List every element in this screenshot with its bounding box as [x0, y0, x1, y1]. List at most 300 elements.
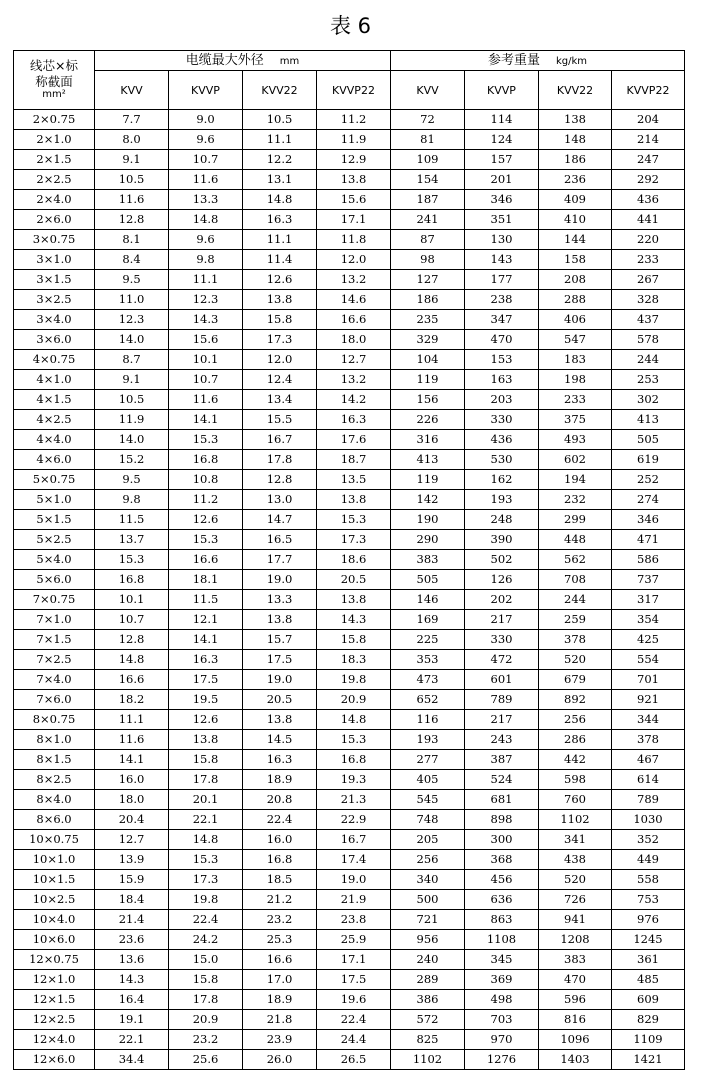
value-cell: 12.1 [169, 610, 243, 630]
value-cell: 10.8 [169, 470, 243, 490]
value-cell: 789 [465, 690, 539, 710]
spec-cell: 7×2.5 [14, 650, 95, 670]
value-cell: 19.8 [169, 890, 243, 910]
value-cell: 24.2 [169, 930, 243, 950]
value-cell: 1096 [539, 1030, 612, 1050]
value-cell: 17.0 [243, 970, 317, 990]
value-cell: 17.3 [317, 530, 391, 550]
value-cell: 13.6 [95, 950, 169, 970]
value-cell: 12.6 [243, 270, 317, 290]
value-cell: 15.3 [169, 530, 243, 550]
value-cell: 23.9 [243, 1030, 317, 1050]
value-cell: 18.5 [243, 870, 317, 890]
value-cell: 15.3 [317, 510, 391, 530]
value-cell: 10.7 [169, 370, 243, 390]
value-cell: 17.1 [317, 950, 391, 970]
value-cell: 225 [391, 630, 465, 650]
value-cell: 330 [465, 410, 539, 430]
table-row [14, 370, 685, 390]
group-header-weight [391, 51, 685, 71]
value-cell: 23.2 [169, 1030, 243, 1050]
corner-header-line1: 线芯×标 [30, 58, 78, 74]
value-cell: 9.1 [95, 370, 169, 390]
value-cell: 829 [612, 1010, 685, 1030]
value-cell: 346 [465, 190, 539, 210]
value-cell: 15.8 [169, 750, 243, 770]
value-cell: 143 [465, 250, 539, 270]
value-cell: 238 [465, 290, 539, 310]
table-row [14, 910, 685, 930]
value-cell: 292 [612, 170, 685, 190]
table-row [14, 430, 685, 450]
value-cell: 941 [539, 910, 612, 930]
value-cell: 383 [391, 550, 465, 570]
value-cell: 23.6 [95, 930, 169, 950]
spec-cell: 8×0.75 [14, 710, 95, 730]
value-cell: 8.7 [95, 350, 169, 370]
spec-cell: 12×6.0 [14, 1050, 95, 1070]
value-cell: 609 [612, 990, 685, 1010]
value-cell: 19.3 [317, 770, 391, 790]
value-cell: 21.4 [95, 910, 169, 930]
value-cell: 12.8 [95, 630, 169, 650]
value-cell: 387 [465, 750, 539, 770]
value-cell: 703 [465, 1010, 539, 1030]
spec-cell: 10×1.5 [14, 870, 95, 890]
value-cell: 247 [612, 150, 685, 170]
value-cell: 436 [465, 430, 539, 450]
value-cell: 14.2 [317, 390, 391, 410]
value-cell: 1421 [612, 1050, 685, 1070]
value-cell: 347 [465, 310, 539, 330]
value-cell: 378 [539, 630, 612, 650]
value-cell: 16.5 [243, 530, 317, 550]
value-cell: 8.0 [95, 130, 169, 150]
value-cell: 18.9 [243, 770, 317, 790]
spec-cell: 12×2.5 [14, 1010, 95, 1030]
value-cell: 330 [465, 630, 539, 650]
value-cell: 20.9 [169, 1010, 243, 1030]
value-cell: 15.2 [95, 450, 169, 470]
column-header-weight-4: KVVP22 [612, 71, 685, 110]
table-row [14, 990, 685, 1010]
value-cell: 547 [539, 330, 612, 350]
value-cell: 19.0 [317, 870, 391, 890]
value-cell: 1403 [539, 1050, 612, 1070]
value-cell: 498 [465, 990, 539, 1010]
value-cell: 286 [539, 730, 612, 750]
value-cell: 17.5 [169, 670, 243, 690]
value-cell: 21.8 [243, 1010, 317, 1030]
spec-cell: 12×4.0 [14, 1030, 95, 1050]
value-cell: 341 [539, 830, 612, 850]
value-cell: 19.8 [317, 670, 391, 690]
value-cell: 259 [539, 610, 612, 630]
value-cell: 11.0 [95, 290, 169, 310]
value-cell: 9.0 [169, 110, 243, 130]
value-cell: 217 [465, 610, 539, 630]
value-cell: 369 [465, 970, 539, 990]
value-cell: 15.8 [169, 970, 243, 990]
value-cell: 340 [391, 870, 465, 890]
value-cell: 15.6 [317, 190, 391, 210]
table-row [14, 850, 685, 870]
value-cell: 681 [465, 790, 539, 810]
value-cell: 409 [539, 190, 612, 210]
value-cell: 236 [539, 170, 612, 190]
value-cell: 12.0 [243, 350, 317, 370]
value-cell: 467 [612, 750, 685, 770]
value-cell: 13.8 [317, 590, 391, 610]
value-cell: 12.2 [243, 150, 317, 170]
table-row [14, 690, 685, 710]
value-cell: 13.3 [243, 590, 317, 610]
value-cell: 87 [391, 230, 465, 250]
value-cell: 11.1 [169, 270, 243, 290]
value-cell: 11.9 [95, 410, 169, 430]
value-cell: 13.0 [243, 490, 317, 510]
value-cell: 16.6 [243, 950, 317, 970]
spec-cell: 12×0.75 [14, 950, 95, 970]
value-cell: 23.8 [317, 910, 391, 930]
value-cell: 816 [539, 1010, 612, 1030]
value-cell: 8.1 [95, 230, 169, 250]
value-cell: 353 [391, 650, 465, 670]
value-cell: 578 [612, 330, 685, 350]
spec-cell: 7×0.75 [14, 590, 95, 610]
table-row [14, 390, 685, 410]
spec-cell: 10×2.5 [14, 890, 95, 910]
value-cell: 329 [391, 330, 465, 350]
value-cell: 10.1 [95, 590, 169, 610]
value-cell: 1102 [539, 810, 612, 830]
subheader-row [14, 71, 685, 110]
value-cell: 20.9 [317, 690, 391, 710]
value-cell: 13.5 [317, 470, 391, 490]
value-cell: 144 [539, 230, 612, 250]
value-cell: 20.4 [95, 810, 169, 830]
value-cell: 11.5 [95, 510, 169, 530]
value-cell: 26.5 [317, 1050, 391, 1070]
column-header-diameter-3: KVV22 [243, 71, 317, 110]
value-cell: 485 [612, 970, 685, 990]
spec-cell: 5×0.75 [14, 470, 95, 490]
table-row [14, 1050, 685, 1070]
value-cell: 530 [465, 450, 539, 470]
value-cell: 116 [391, 710, 465, 730]
value-cell: 186 [539, 150, 612, 170]
table-row [14, 450, 685, 470]
value-cell: 9.5 [95, 270, 169, 290]
value-cell: 169 [391, 610, 465, 630]
spec-cell: 12×1.0 [14, 970, 95, 990]
value-cell: 410 [539, 210, 612, 230]
value-cell: 13.8 [243, 710, 317, 730]
value-cell: 130 [465, 230, 539, 250]
value-cell: 288 [539, 290, 612, 310]
value-cell: 789 [612, 790, 685, 810]
value-cell: 233 [612, 250, 685, 270]
group-header-diameter-label: 电缆最大外径 [185, 53, 264, 68]
value-cell: 13.3 [169, 190, 243, 210]
value-cell: 12.8 [243, 470, 317, 490]
table-row [14, 1030, 685, 1050]
value-cell: 20.8 [243, 790, 317, 810]
value-cell: 378 [612, 730, 685, 750]
value-cell: 25.6 [169, 1050, 243, 1070]
value-cell: 701 [612, 670, 685, 690]
value-cell: 235 [391, 310, 465, 330]
value-cell: 256 [391, 850, 465, 870]
value-cell: 14.8 [169, 830, 243, 850]
spec-cell: 4×4.0 [14, 430, 95, 450]
value-cell: 19.5 [169, 690, 243, 710]
value-cell: 406 [539, 310, 612, 330]
value-cell: 11.6 [95, 190, 169, 210]
value-cell: 679 [539, 670, 612, 690]
column-header-weight-3: KVV22 [539, 71, 612, 110]
value-cell: 17.8 [169, 770, 243, 790]
value-cell: 13.7 [95, 530, 169, 550]
table-row [14, 730, 685, 750]
spec-cell: 4×0.75 [14, 350, 95, 370]
table-row [14, 530, 685, 550]
value-cell: 14.1 [95, 750, 169, 770]
spec-cell: 3×6.0 [14, 330, 95, 350]
value-cell: 413 [612, 410, 685, 430]
table-row [14, 750, 685, 770]
value-cell: 16.0 [95, 770, 169, 790]
value-cell: 545 [391, 790, 465, 810]
spec-cell: 3×0.75 [14, 230, 95, 250]
spec-cell: 8×4.0 [14, 790, 95, 810]
value-cell: 456 [465, 870, 539, 890]
cable-spec-table [13, 50, 685, 1070]
value-cell: 11.6 [169, 170, 243, 190]
value-cell: 554 [612, 650, 685, 670]
value-cell: 328 [612, 290, 685, 310]
value-cell: 9.6 [169, 130, 243, 150]
spec-cell: 3×2.5 [14, 290, 95, 310]
value-cell: 15.5 [243, 410, 317, 430]
value-cell: 368 [465, 850, 539, 870]
value-cell: 163 [465, 370, 539, 390]
value-cell: 11.6 [95, 730, 169, 750]
value-cell: 505 [391, 570, 465, 590]
value-cell: 748 [391, 810, 465, 830]
value-cell: 892 [539, 690, 612, 710]
spec-cell: 3×1.0 [14, 250, 95, 270]
table-row [14, 710, 685, 730]
value-cell: 586 [612, 550, 685, 570]
value-cell: 383 [539, 950, 612, 970]
spec-cell: 2×0.75 [14, 110, 95, 130]
value-cell: 602 [539, 450, 612, 470]
value-cell: 21.2 [243, 890, 317, 910]
value-cell: 15.8 [317, 630, 391, 650]
value-cell: 146 [391, 590, 465, 610]
value-cell: 16.3 [243, 750, 317, 770]
table-row [14, 970, 685, 990]
value-cell: 572 [391, 1010, 465, 1030]
spec-cell: 5×2.5 [14, 530, 95, 550]
value-cell: 316 [391, 430, 465, 450]
value-cell: 201 [465, 170, 539, 190]
value-cell: 232 [539, 490, 612, 510]
table-row [14, 550, 685, 570]
value-cell: 14.5 [243, 730, 317, 750]
value-cell: 11.4 [243, 250, 317, 270]
table-row [14, 790, 685, 810]
table-row [14, 870, 685, 890]
value-cell: 351 [465, 210, 539, 230]
value-cell: 24.4 [317, 1030, 391, 1050]
value-cell: 317 [612, 590, 685, 610]
value-cell: 970 [465, 1030, 539, 1050]
value-cell: 202 [465, 590, 539, 610]
value-cell: 16.8 [169, 450, 243, 470]
table-row [14, 190, 685, 210]
spec-cell: 12×1.5 [14, 990, 95, 1010]
value-cell: 15.6 [169, 330, 243, 350]
table-row [14, 590, 685, 610]
value-cell: 12.3 [95, 310, 169, 330]
value-cell: 1102 [391, 1050, 465, 1070]
value-cell: 205 [391, 830, 465, 850]
value-cell: 12.6 [169, 710, 243, 730]
value-cell: 21.3 [317, 790, 391, 810]
value-cell: 11.2 [169, 490, 243, 510]
value-cell: 23.2 [243, 910, 317, 930]
value-cell: 721 [391, 910, 465, 930]
value-cell: 471 [612, 530, 685, 550]
value-cell: 14.8 [169, 210, 243, 230]
corner-header-line2: 称截面 [35, 73, 73, 89]
value-cell: 1108 [465, 930, 539, 950]
value-cell: 470 [539, 970, 612, 990]
value-cell: 22.9 [317, 810, 391, 830]
value-cell: 14.8 [243, 190, 317, 210]
corner-header [14, 51, 95, 110]
value-cell: 208 [539, 270, 612, 290]
value-cell: 119 [391, 470, 465, 490]
value-cell: 15.7 [243, 630, 317, 650]
value-cell: 18.3 [317, 650, 391, 670]
value-cell: 17.5 [317, 970, 391, 990]
value-cell: 598 [539, 770, 612, 790]
value-cell: 17.4 [317, 850, 391, 870]
spec-cell: 4×1.0 [14, 370, 95, 390]
value-cell: 11.6 [169, 390, 243, 410]
value-cell: 156 [391, 390, 465, 410]
value-cell: 17.6 [317, 430, 391, 450]
table-row [14, 630, 685, 650]
value-cell: 240 [391, 950, 465, 970]
value-cell: 142 [391, 490, 465, 510]
value-cell: 10.7 [95, 610, 169, 630]
value-cell: 413 [391, 450, 465, 470]
value-cell: 154 [391, 170, 465, 190]
value-cell: 12.3 [169, 290, 243, 310]
value-cell: 441 [612, 210, 685, 230]
value-cell: 14.8 [317, 710, 391, 730]
spec-cell: 10×4.0 [14, 910, 95, 930]
table-title: 表 6 [329, 14, 372, 38]
value-cell: 13.8 [169, 730, 243, 750]
value-cell: 11.1 [243, 230, 317, 250]
spec-cell: 8×6.0 [14, 810, 95, 830]
spec-cell: 8×1.5 [14, 750, 95, 770]
value-cell: 241 [391, 210, 465, 230]
column-header-diameter-4: KVVP22 [317, 71, 391, 110]
table-row [14, 570, 685, 590]
value-cell: 233 [539, 390, 612, 410]
table-row [14, 330, 685, 350]
value-cell: 726 [539, 890, 612, 910]
table-row [14, 950, 685, 970]
value-cell: 9.8 [169, 250, 243, 270]
value-cell: 14.8 [95, 650, 169, 670]
spec-cell: 3×4.0 [14, 310, 95, 330]
value-cell: 127 [391, 270, 465, 290]
value-cell: 19.1 [95, 1010, 169, 1030]
table-row [14, 230, 685, 250]
value-cell: 34.4 [95, 1050, 169, 1070]
table-row [14, 650, 685, 670]
spec-cell: 2×2.5 [14, 170, 95, 190]
value-cell: 524 [465, 770, 539, 790]
value-cell: 13.8 [243, 290, 317, 310]
value-cell: 158 [539, 250, 612, 270]
value-cell: 405 [391, 770, 465, 790]
value-cell: 18.2 [95, 690, 169, 710]
value-cell: 190 [391, 510, 465, 530]
column-header-diameter-2: KVVP [169, 71, 243, 110]
value-cell: 976 [612, 910, 685, 930]
value-cell: 11.1 [95, 710, 169, 730]
value-cell: 14.3 [95, 970, 169, 990]
value-cell: 737 [612, 570, 685, 590]
value-cell: 17.3 [243, 330, 317, 350]
value-cell: 375 [539, 410, 612, 430]
value-cell: 520 [539, 870, 612, 890]
value-cell: 472 [465, 650, 539, 670]
value-cell: 186 [391, 290, 465, 310]
table-row [14, 810, 685, 830]
value-cell: 12.6 [169, 510, 243, 530]
value-cell: 16.0 [243, 830, 317, 850]
value-cell: 558 [612, 870, 685, 890]
value-cell: 352 [612, 830, 685, 850]
value-cell: 10.5 [95, 170, 169, 190]
value-cell: 114 [465, 110, 539, 130]
value-cell: 14.0 [95, 330, 169, 350]
value-cell: 14.0 [95, 430, 169, 450]
value-cell: 25.3 [243, 930, 317, 950]
value-cell: 13.4 [243, 390, 317, 410]
value-cell: 8.4 [95, 250, 169, 270]
value-cell: 825 [391, 1030, 465, 1050]
value-cell: 596 [539, 990, 612, 1010]
group-header-weight-label: 参考重量 [487, 53, 540, 68]
value-cell: 244 [612, 350, 685, 370]
value-cell: 194 [539, 470, 612, 490]
value-cell: 13.2 [317, 370, 391, 390]
value-cell: 16.3 [243, 210, 317, 230]
value-cell: 520 [539, 650, 612, 670]
value-cell: 16.6 [95, 670, 169, 690]
value-cell: 12.9 [317, 150, 391, 170]
